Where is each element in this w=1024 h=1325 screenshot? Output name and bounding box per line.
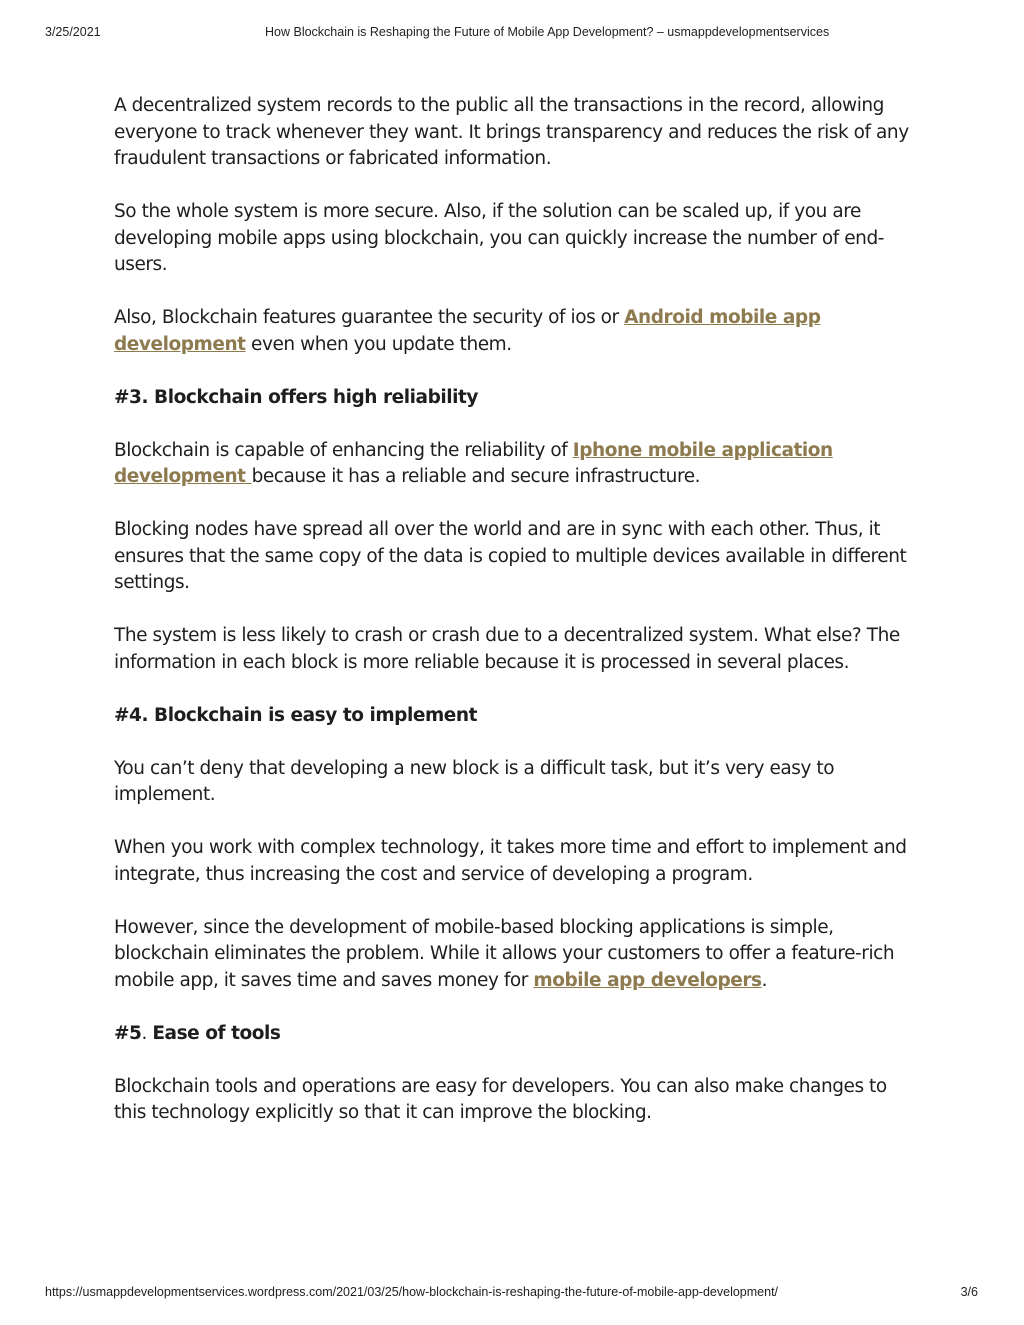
article-body — [114, 93, 914, 1153]
paragraph-reliability — [114, 438, 914, 491]
heading-easy-to-implement: #4. Blockchain is easy to implement — [114, 704, 478, 726]
paragraph-text: because it has a reliable and secure infrastructure. — [251, 466, 701, 487]
heading-high-reliability: #3. Blockchain offers high reliability — [114, 386, 479, 408]
paragraph-text: Blockchain is capable of enhancing the reliability of — [114, 439, 573, 461]
paragraph-decentralized: A decentralized system records to the public all the transactions in the record, allowing everyone to track whenever they want. It brings transparency and reduces the risk of any fraudulent transactions or fabricated information. — [114, 95, 909, 169]
paragraph-secure: So the whole system is more secure. Also, if the solution can be scaled up, if you are developing mobile apps using blockchain, you can quickly increase the number of end-users. — [114, 201, 884, 275]
paragraph-crash: The system is less likely to crash or crash due to a decentralized system. What else? The information in each block is more reliable because it is processed in several places. — [114, 625, 900, 673]
print-date: 3/25/2021 — [45, 25, 101, 39]
print-header — [0, 25, 1024, 41]
android-app-development-link[interactable]: Android mobile app development — [114, 307, 821, 355]
heading-ease-of-tools — [114, 1021, 914, 1048]
paragraph-text: even when you update them. — [245, 333, 512, 355]
paragraph-text: However, since the development of mobile-based blocking applications is simple, blockchain eliminates the problem. While it allows your customers to offer a feature-rich mobile app, it saves time and saves money for — [114, 916, 895, 991]
paragraph-text: Also, Blockchain features guarantee the security of ios or — [114, 307, 625, 328]
paragraph-new-block: You can’t deny that developing a new block is a difficult task, but it’s very easy to implement. — [114, 757, 835, 805]
paragraph-complex-tech: When you work with complex technology, it takes more time and effort to implement and integrate, thus increasing the cost and service of developing a program. — [114, 837, 907, 885]
print-footer — [0, 1285, 1024, 1301]
iphone-app-development-link[interactable]: Iphone mobile application development — [114, 439, 833, 487]
mobile-app-developers-link[interactable]: mobile app developers — [533, 969, 762, 991]
page-number: 3/6 — [960, 1285, 978, 1299]
heading-separator: . — [141, 1022, 153, 1044]
print-url: https://usmappdevelopmentservices.wordpress.com/2021/03/25/how-blockchain-is-reshaping-the-future-of-mobile-app-development/ — [45, 1285, 779, 1299]
heading-text: Ease of tools — [152, 1022, 281, 1044]
print-page-title: How Blockchain is Reshaping the Future of Mobile App Development? – usmappdevelopmentservices — [265, 25, 830, 39]
paragraph-tools: Blockchain tools and operations are easy for developers. You can also make changes to this technology explicitly so that it can improve the blocking. — [114, 1075, 887, 1123]
paragraph-mobile-based — [114, 915, 914, 995]
paragraph-nodes: Blocking nodes have spread all over the world and are in sync with each other. Thus, it ensures that the same copy of the data is copied to multiple devices available in different settings. — [114, 519, 907, 593]
paragraph-security-features — [114, 305, 914, 358]
paragraph-text: . — [761, 969, 768, 991]
heading-number: #5 — [114, 1022, 142, 1044]
